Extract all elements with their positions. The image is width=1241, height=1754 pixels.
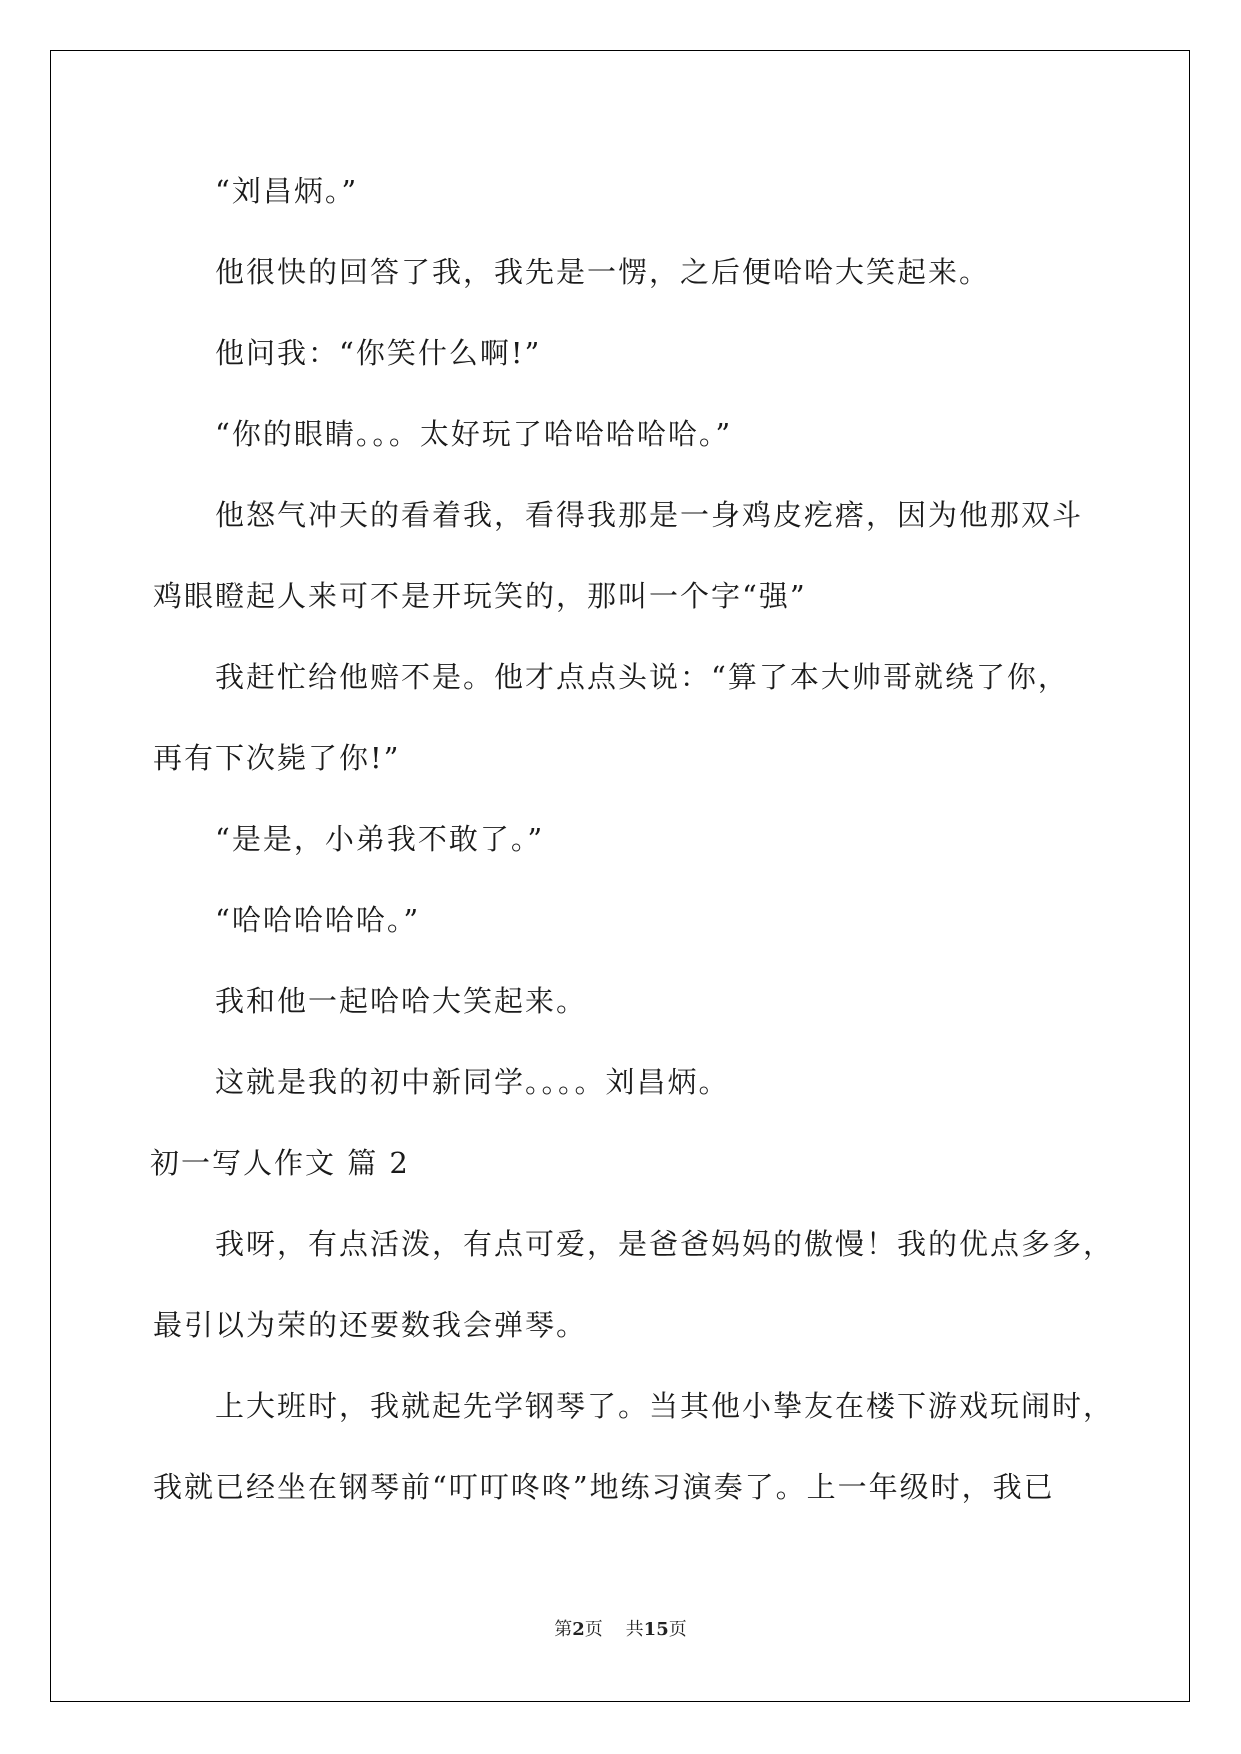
paragraph-line: 上大班时，我就起先学钢琴了。当其他小挚友在楼下游戏玩闹时，: [215, 1389, 1115, 1423]
page-number: 2: [572, 1619, 585, 1640]
paragraph-line: “刘昌炳。”: [215, 174, 359, 208]
paragraph-line: 再有下次毙了你!”: [153, 741, 401, 775]
paragraph-line: 我就已经坐在钢琴前“叮叮咚咚”地练习演奏了。上一年级时，我已: [153, 1470, 1055, 1504]
paragraph-line: “你的眼睛。。。太好玩了哈哈哈哈哈。”: [215, 417, 733, 451]
paragraph-line: 他很快的回答了我，我先是一愣，之后便哈哈大笑起来。: [215, 255, 991, 289]
page-prefix: 第: [554, 1619, 573, 1640]
paragraph-line: 我和他一起哈哈大笑起来。: [215, 984, 588, 1018]
paragraph-line: “哈哈哈哈哈。”: [215, 903, 421, 937]
paragraph-line: 我赶忙给他赔不是。他才点点头说：“算了本大帅哥就绕了你，: [215, 660, 1069, 694]
page-suffix: 页: [584, 1619, 603, 1640]
paragraph-line: 他问我：“你笑什么啊!”: [215, 336, 542, 370]
page-border: [50, 50, 1190, 1702]
total-prefix: 共: [625, 1619, 644, 1640]
paragraph-line: “是是，小弟我不敢了。”: [215, 822, 545, 856]
paragraph-line: 这就是我的初中新同学。。。。刘昌炳。: [215, 1065, 730, 1099]
total-pages: 15: [643, 1619, 669, 1640]
paragraph-line: 最引以为荣的还要数我会弹琴。: [153, 1308, 588, 1342]
total-suffix: 页: [668, 1619, 687, 1640]
section-heading: 初一写人作文 篇 2: [150, 1146, 410, 1180]
paragraph-line: 他怒气冲天的看着我，看得我那是一身鸡皮疙瘩，因为他那双斗: [215, 498, 1084, 532]
page-footer: [0, 1615, 1241, 1641]
paragraph-line: 鸡眼瞪起人来可不是开玩笑的，那叫一个字“强”: [153, 579, 807, 613]
paragraph-line: 我呀，有点活泼，有点可爱，是爸爸妈妈的傲慢！我的优点多多，: [215, 1227, 1115, 1261]
